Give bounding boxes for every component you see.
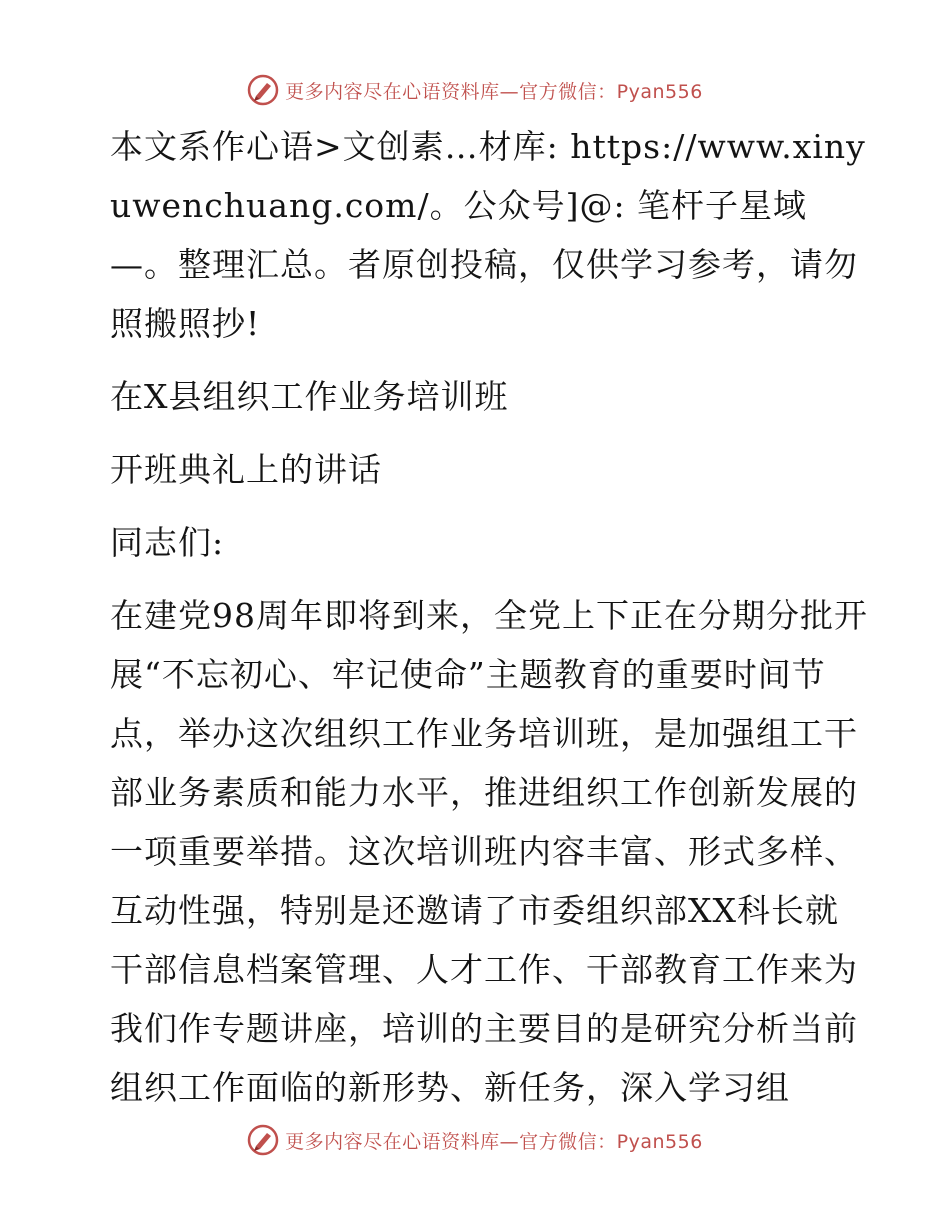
header-banner-text: 更多内容尽在心语资料库—官方微信：Pyan556 bbox=[285, 80, 703, 103]
pen-seal-icon bbox=[247, 74, 279, 106]
document-body bbox=[98, 117, 868, 1117]
disclaimer-paragraph: 本文系作心语>文创素…材库: https://www.xinyuwenchuang.com/。公众号]@: 笔杆子星域—。整理汇总。者原创投稿，仅供学习参考，请勿照搬照抄! bbox=[110, 127, 866, 343]
header-banner bbox=[0, 70, 950, 110]
pen-seal-icon bbox=[247, 1124, 279, 1156]
body-paragraph-1: 在建党98周年即将到来，全党上下正在分期分批开展“不忘初心、牢记使命”主题教育的重要时间节点，举办这次组织工作业务培训班，是加强组工干部业务素质和能力水平，推进组织工作创新发展的一项重要举措。这次培训班内容丰富、形式多样、互动性强，特别是还邀请了市委组织部XX科长就干部信息档案管理、人才工作、干部教育工作来为我们作专题讲座，培训的主要目的是研究分析当前组织工作面临的新形势、新任务，深入学习组 bbox=[110, 596, 868, 1107]
footer-banner-text: 更多内容尽在心语资料库—官方微信：Pyan556 bbox=[285, 1130, 703, 1153]
salutation: 同志们: bbox=[110, 523, 225, 562]
title-line-1: 在X县组织工作业务培训班 bbox=[110, 377, 509, 416]
title-line-2: 开班典礼上的讲话 bbox=[110, 450, 382, 489]
footer-banner bbox=[0, 1120, 950, 1160]
